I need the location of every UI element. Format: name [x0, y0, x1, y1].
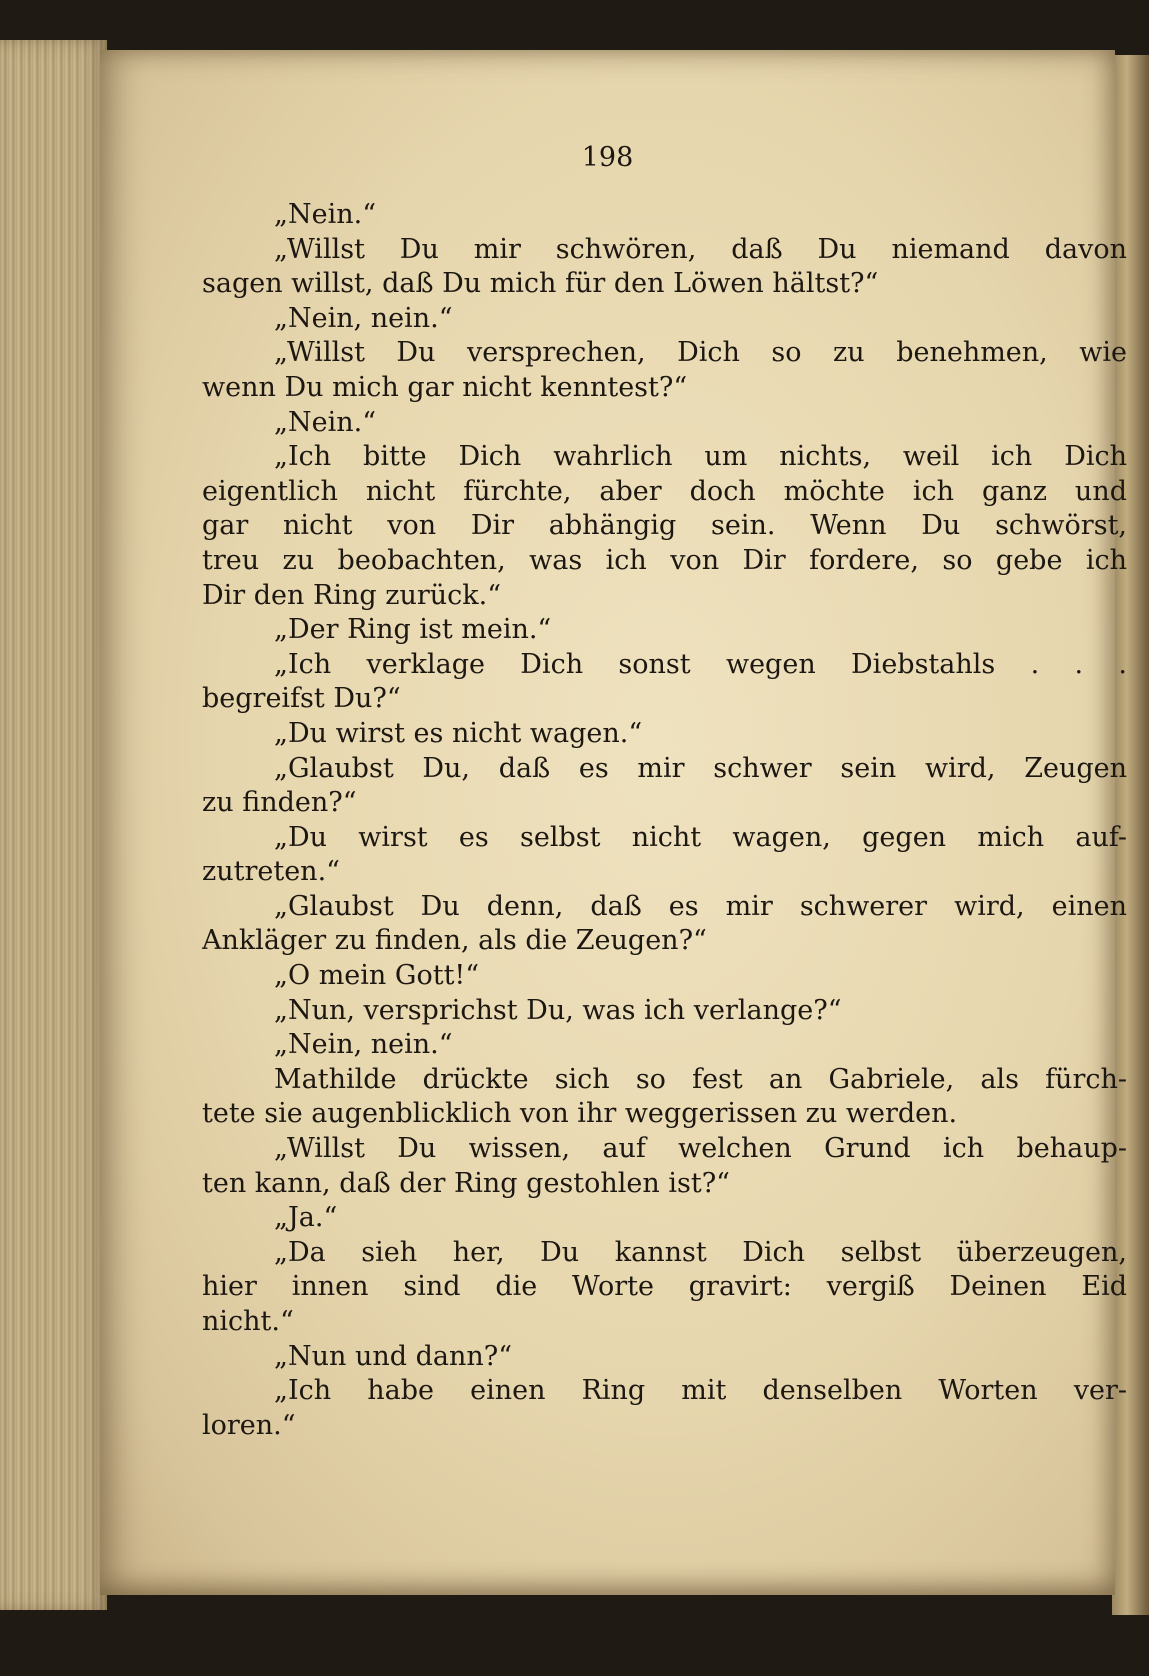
text-line: „Ich habe einen Ring mit denselben Worten ver- [274, 1375, 1127, 1407]
text-line: „Glaubst Du, daß es mir schwer sein wird, Zeugen [274, 752, 1127, 784]
text-line: hier innen sind die Worte gravirt: vergiß Deinen Eid [202, 1271, 1127, 1303]
text-line: begreifst Du?“ [202, 683, 401, 715]
text-line: „Willst Du wissen, auf welchen Grund ich behaup- [274, 1133, 1127, 1165]
text-line: „Nun und dann?“ [274, 1340, 513, 1372]
text-line: zu finden?“ [202, 787, 357, 819]
text-line: nicht.“ [202, 1306, 294, 1337]
text-line: wenn Du mich gar nicht kenntest?“ [202, 371, 688, 403]
text-line: „O mein Gott!“ [274, 960, 480, 992]
text-line: „Da sieh her, Du kannst Dich selbst überzeugen, [274, 1236, 1127, 1268]
text-line: „Nein, nein.“ [274, 1029, 453, 1061]
text-line: „Du wirst es selbst nicht wagen, gegen mich auf- [274, 821, 1127, 853]
text-line: ten kann, daß der Ring gestohlen ist?“ [202, 1167, 730, 1199]
text-line: „Nein.“ [274, 406, 377, 438]
text-line: „Ich verklage Dich sonst wegen Diebstahls . . . [274, 648, 1127, 680]
text-line: „Willst Du versprechen, Dich so zu benehmen, wie [274, 337, 1127, 369]
text-line: treu zu beobachten, was ich von Dir fordere, so gebe ich [202, 544, 1127, 576]
text-line: zutreten.“ [202, 856, 340, 888]
text-line: Ankläger zu finden, als die Zeugen?“ [202, 925, 707, 957]
text-line: „Willst Du mir schwören, daß Du niemand davon [274, 233, 1127, 265]
text-line: „Ja.“ [274, 1202, 338, 1234]
text-line: „Nein.“ [274, 199, 377, 230]
text-line: tete sie augenblicklich von ihr weggerissen zu werden. [202, 1098, 958, 1130]
text-line: „Glaubst Du denn, daß es mir schwerer wird, einen [274, 890, 1127, 922]
text-line: „Nein, nein.“ [274, 302, 453, 334]
text-line: „Der Ring ist mein.“ [274, 614, 552, 646]
book-page [100, 50, 1127, 1595]
text-line: „Ich bitte Dich wahrlich um nichts, weil ich Dich [274, 441, 1127, 473]
text-line: Dir den Ring zurück.“ [202, 579, 502, 611]
text-line: sagen willst, daß Du mich für den Löwen hältst?“ [202, 268, 879, 300]
page-text-block [202, 198, 1127, 1443]
text-line: „Du wirst es nicht wagen.“ [274, 717, 643, 749]
text-line: loren.“ [202, 1409, 296, 1441]
text-line: gar nicht von Dir abhängig sein. Wenn Du schwörst, [202, 510, 1127, 542]
text-line: „Nun, versprichst Du, was ich verlange?“ [274, 994, 842, 1026]
text-line: Mathilde drückte sich so fest an Gabriele, als fürch- [274, 1063, 1127, 1095]
book-page-edges-left [0, 40, 107, 1610]
page-number: 198 [581, 142, 634, 173]
text-line: eigentlich nicht fürchte, aber doch möchte ich ganz und [202, 475, 1127, 507]
